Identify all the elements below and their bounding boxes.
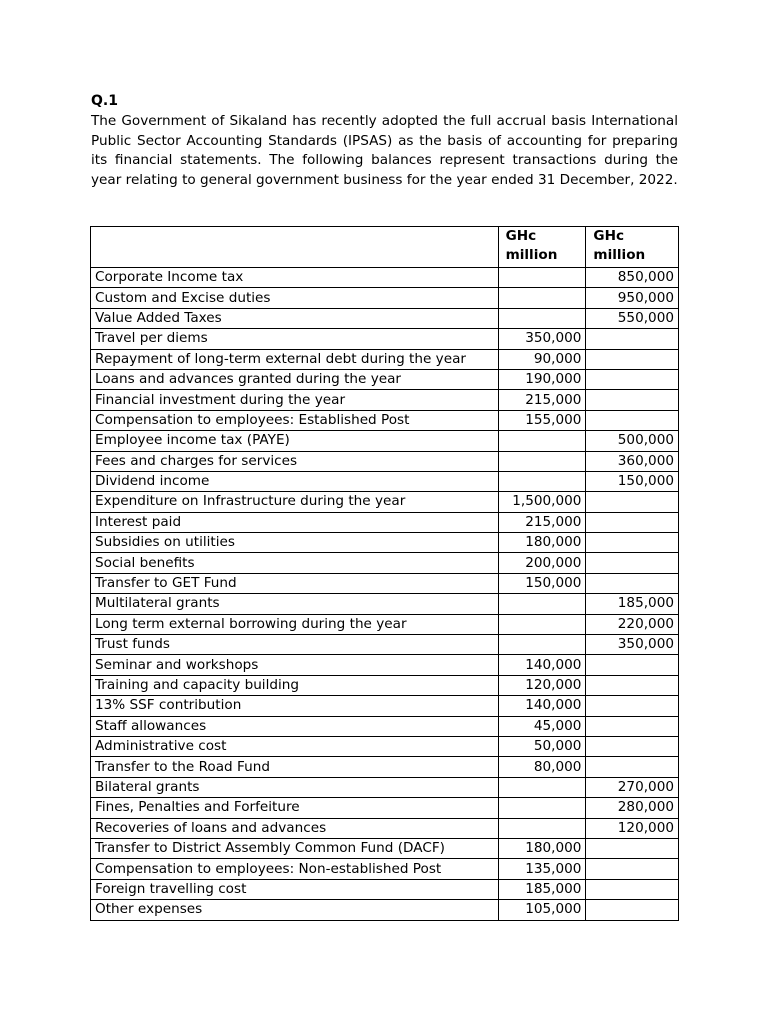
row-value-col2 [586, 390, 679, 410]
table-row [91, 573, 679, 593]
row-item-label: Transfer to GET Fund [91, 573, 499, 593]
row-value-col2: 950,000 [586, 288, 679, 308]
row-value-col2: 120,000 [586, 818, 679, 838]
row-value-col2 [586, 716, 679, 736]
table-row [91, 329, 679, 349]
row-value-col2 [586, 696, 679, 716]
row-value-col1: 155,000 [498, 410, 586, 430]
row-value-col2: 550,000 [586, 308, 679, 328]
row-value-col2: 360,000 [586, 451, 679, 471]
question-text: The Government of Sikaland has recently adopted the full accrual basis International Public Sector Accounting Standards (IPSAS) as the basis of accounting for preparing its financial statements. The following balances represent transactions during the year relating to general government business for the year ended 31 December, 2022. [91, 113, 678, 188]
row-item-label: Expenditure on Infrastructure during the year [91, 492, 499, 512]
row-value-col2 [586, 859, 679, 879]
header-col1 [498, 227, 586, 268]
row-value-col1 [498, 431, 586, 451]
row-value-col1: 50,000 [498, 736, 586, 756]
row-item-label: Employee income tax (PAYE) [91, 431, 499, 451]
header-col2-text: GHc million [593, 228, 646, 263]
row-value-col2: 185,000 [586, 594, 679, 614]
table-row [91, 859, 679, 879]
table-row [91, 288, 679, 308]
table-row [91, 512, 679, 532]
row-value-col1: 215,000 [498, 390, 586, 410]
table-row [91, 900, 679, 920]
row-item-label: Administrative cost [91, 736, 499, 756]
row-value-col1: 140,000 [498, 655, 586, 675]
table-row [91, 879, 679, 899]
row-item-label: Repayment of long-term external debt during the year [91, 349, 499, 369]
row-value-col1: 350,000 [498, 329, 586, 349]
table-row [91, 736, 679, 756]
row-item-label: Trust funds [91, 635, 499, 655]
row-item-label: Interest paid [91, 512, 499, 532]
table-row [91, 349, 679, 369]
row-value-col1: 180,000 [498, 533, 586, 553]
table-row [91, 777, 679, 797]
row-value-col2 [586, 410, 679, 430]
table-row [91, 369, 679, 389]
row-item-label: Fines, Penalties and Forfeiture [91, 798, 499, 818]
row-value-col1 [498, 818, 586, 838]
row-value-col1: 180,000 [498, 838, 586, 858]
row-item-label: Corporate Income tax [91, 268, 499, 288]
row-item-label: Social benefits [91, 553, 499, 573]
row-value-col2 [586, 492, 679, 512]
row-value-col2 [586, 900, 679, 920]
row-value-col2: 150,000 [586, 471, 679, 491]
row-value-col1: 80,000 [498, 757, 586, 777]
row-item-label: Travel per diems [91, 329, 499, 349]
row-value-col1 [498, 471, 586, 491]
row-item-label: Recoveries of loans and advances [91, 818, 499, 838]
table-row [91, 716, 679, 736]
table-row [91, 818, 679, 838]
row-item-label: Training and capacity building [91, 675, 499, 695]
row-value-col1: 215,000 [498, 512, 586, 532]
row-item-label: Custom and Excise duties [91, 288, 499, 308]
table-row [91, 492, 679, 512]
row-item-label: Compensation to employees: Non-established Post [91, 859, 499, 879]
row-value-col1: 185,000 [498, 879, 586, 899]
row-value-col1: 150,000 [498, 573, 586, 593]
row-item-label: Subsidies on utilities [91, 533, 499, 553]
table-row [91, 675, 679, 695]
table-row [91, 471, 679, 491]
table-row [91, 390, 679, 410]
row-value-col2: 500,000 [586, 431, 679, 451]
row-item-label: Staff allowances [91, 716, 499, 736]
row-value-col2 [586, 838, 679, 858]
row-item-label: Financial investment during the year [91, 390, 499, 410]
table-row [91, 533, 679, 553]
row-item-label: Compensation to employees: Established Post [91, 410, 499, 430]
row-value-col2: 220,000 [586, 614, 679, 634]
row-item-label: Other expenses [91, 900, 499, 920]
table-row [91, 838, 679, 858]
header-col1-text: GHc million [505, 228, 558, 263]
table-row [91, 410, 679, 430]
table-row [91, 614, 679, 634]
table-row [91, 594, 679, 614]
row-value-col1 [498, 288, 586, 308]
row-value-col1 [498, 614, 586, 634]
row-value-col1: 105,000 [498, 900, 586, 920]
row-value-col2: 280,000 [586, 798, 679, 818]
header-description [91, 227, 499, 268]
row-value-col1: 90,000 [498, 349, 586, 369]
table-row [91, 268, 679, 288]
row-value-col1: 135,000 [498, 859, 586, 879]
table-row [91, 553, 679, 573]
row-value-col1: 140,000 [498, 696, 586, 716]
row-item-label: Seminar and workshops [91, 655, 499, 675]
balances-table [90, 226, 679, 921]
table-row [91, 757, 679, 777]
row-value-col2: 270,000 [586, 777, 679, 797]
row-item-label: Value Added Taxes [91, 308, 499, 328]
row-value-col2 [586, 349, 679, 369]
table-row [91, 308, 679, 328]
header-col2 [586, 227, 679, 268]
row-item-label: Transfer to District Assembly Common Fund (DACF) [91, 838, 499, 858]
row-item-label: Loans and advances granted during the year [91, 369, 499, 389]
row-item-label: Long term external borrowing during the year [91, 614, 499, 634]
row-value-col2 [586, 655, 679, 675]
row-value-col2 [586, 329, 679, 349]
row-value-col1: 200,000 [498, 553, 586, 573]
row-value-col2 [586, 533, 679, 553]
row-item-label: Fees and charges for services [91, 451, 499, 471]
table-row [91, 798, 679, 818]
row-value-col2 [586, 757, 679, 777]
table-row [91, 431, 679, 451]
row-value-col1 [498, 777, 586, 797]
row-value-col1 [498, 594, 586, 614]
row-value-col2: 350,000 [586, 635, 679, 655]
row-value-col1: 120,000 [498, 675, 586, 695]
row-value-col1: 190,000 [498, 369, 586, 389]
question-number: Q.1 [91, 93, 118, 109]
table-row [91, 696, 679, 716]
row-value-col1 [498, 635, 586, 655]
row-item-label: Bilateral grants [91, 777, 499, 797]
row-value-col2 [586, 369, 679, 389]
row-item-label: Transfer to the Road Fund [91, 757, 499, 777]
row-value-col1 [498, 798, 586, 818]
row-item-label: Foreign travelling cost [91, 879, 499, 899]
row-value-col1 [498, 308, 586, 328]
row-item-label: Multilateral grants [91, 594, 499, 614]
table-header-row [91, 227, 679, 268]
row-value-col2: 850,000 [586, 268, 679, 288]
row-value-col2 [586, 879, 679, 899]
row-value-col1 [498, 268, 586, 288]
row-value-col2 [586, 675, 679, 695]
row-item-label: Dividend income [91, 471, 499, 491]
row-value-col2 [586, 736, 679, 756]
row-value-col2 [586, 512, 679, 532]
table-row [91, 451, 679, 471]
table-row [91, 635, 679, 655]
row-item-label: 13% SSF contribution [91, 696, 499, 716]
row-value-col2 [586, 573, 679, 593]
table-row [91, 655, 679, 675]
row-value-col1 [498, 451, 586, 471]
row-value-col2 [586, 553, 679, 573]
row-value-col1: 45,000 [498, 716, 586, 736]
row-value-col1: 1,500,000 [498, 492, 586, 512]
